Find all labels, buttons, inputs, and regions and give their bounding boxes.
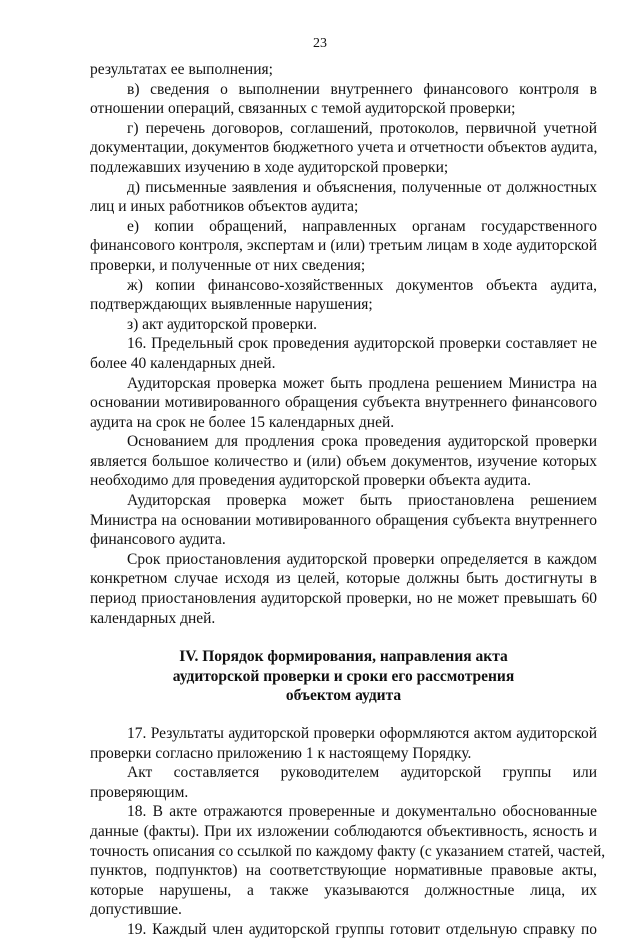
text-line: Аудиторская проверка может быть продлена решением Министра на (127, 374, 597, 392)
text-line: в) сведения о выполнении внутреннего финансового контроля в (127, 80, 597, 98)
text-line: проверки согласно приложению 1 к настоящему Порядку. (90, 744, 472, 762)
text-line: данные (факты). При их изложении соблюдаются объективность, ясность и (90, 822, 597, 840)
text-line: пунктов, подпунктов) на соответствующие нормативные правовые акты, (90, 862, 597, 880)
text-line: Срок приостановления аудиторской проверки определяется в каждом (127, 550, 597, 568)
text-line: документации, документов бюджетного учета и отчетности объектов аудита, (90, 139, 598, 157)
text-line: аудита на срок не более 15 календарных дней. (90, 413, 395, 431)
text-line: проверяющим. (90, 783, 189, 801)
text-line: подтверждающих выявленные нарушения; (90, 296, 373, 314)
text-line: Основанием для продления срока проведения аудиторской проверки (127, 433, 597, 451)
section-heading (90, 647, 597, 706)
text-line: проверки, и полученные от них сведения; (90, 256, 366, 274)
text-line: 16. Предельный срок проведения аудиторской проверки составляет не (127, 335, 597, 353)
text-line: финансового аудита. (90, 531, 226, 549)
text-line: допустившие. (90, 901, 182, 919)
text-line: 18. В акте отражаются проверенные и документально обоснованные (127, 803, 597, 821)
heading-line: IV. Порядок формирования, направления акта (179, 648, 508, 666)
spacer (90, 628, 597, 647)
text-line: 17. Результаты аудиторской проверки оформляются актом аудиторской (127, 725, 597, 742)
text-line: которые нарушены, а также указываются должностные лица, их (90, 881, 597, 899)
text-line: 19. Каждый член аудиторской группы готовит отдельную справку по (127, 920, 597, 938)
text-line: является большое количество и (или) объем документов, изучение которых (90, 452, 597, 470)
text-line: необходимо для проведения аудиторской проверки объекта аудита. (90, 472, 531, 490)
text-line: период приостановления аудиторской проверки, но не может превышать 60 (90, 590, 597, 608)
text-line: г) перечень договоров, соглашений, протоколов, первичной учетной (127, 119, 597, 137)
heading-line: аудиторской проверки и сроки его рассмотрения (172, 667, 515, 685)
text-line: отношении операций, связанных с темой аудиторской проверки; (90, 100, 516, 118)
text-line: Акт составляется руководителем аудиторской группы или (127, 764, 597, 782)
text-line: более 40 календарных дней. (90, 354, 276, 372)
text-block-act (90, 724, 606, 940)
text-line: результатах ее выполнения; (90, 61, 273, 78)
text-line: Аудиторская проверка может быть приостановлена решением (127, 492, 597, 510)
text-block-items (90, 60, 597, 628)
spacer (90, 706, 597, 724)
text-line: ж) копии финансово-хозяйственных документов объекта аудита, (127, 276, 597, 294)
text-line: з) акт аудиторской проверки. (127, 315, 318, 333)
text-line: финансового контроля, экспертам и (или) третьим лицам в ходе аудиторской (90, 237, 597, 255)
text-line: е) копии обращений, направленных органам государственного (127, 217, 597, 235)
text-line: точность описания со ссылкой по каждому факту (с указанием статей, частей, (90, 842, 606, 860)
page-number: 23 (313, 36, 327, 51)
text-line: календарных дней. (90, 609, 216, 627)
text-line: Министра на основании мотивированного обращения субъекта внутреннего (90, 511, 597, 529)
text-line: лиц и иных работников объектов аудита; (90, 198, 359, 216)
heading-line: объектом аудита (285, 687, 402, 705)
text-line: д) письменные заявления и объяснения, полученные от должностных (127, 178, 597, 196)
text-line: конкретном случае исходя из целей, которые должны быть достигнуты в (90, 570, 597, 588)
page-body (90, 60, 606, 940)
text-line: подлежавших изучению в ходе аудиторской проверки; (90, 158, 449, 176)
text-line: основании мотивированного обращения субъекта внутреннего финансового (90, 394, 597, 412)
